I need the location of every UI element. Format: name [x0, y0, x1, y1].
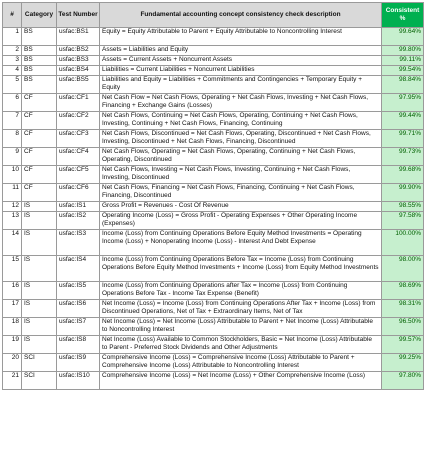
row-description: Comprehensive Income (Loss) = Net Income (Loss) + Other Comprehensive Income (Loss)	[100, 372, 382, 390]
header-num: #	[3, 3, 22, 28]
header-description: Fundamental accounting concept consistency check description	[100, 3, 382, 28]
row-consistent-pct: 99.44%	[382, 112, 424, 130]
row-category: CF	[22, 130, 57, 148]
row-description: Operating Income (Loss) = Gross Profit - Operating Expenses + Other Operating Income (Expenses)	[100, 212, 382, 230]
row-consistent-pct: 99.71%	[382, 130, 424, 148]
row-number: 17	[3, 300, 22, 318]
table-row	[3, 336, 424, 354]
row-consistent-pct: 98.31%	[382, 300, 424, 318]
row-number: 11	[3, 184, 22, 202]
row-description: Net Income (Loss) Available to Common Stockholders, Basic = Net Income (Loss) Attributable to Parent - Preferred Stock Dividends and Other Adjustments	[100, 336, 382, 354]
row-consistent-pct: 100.00%	[382, 230, 424, 256]
row-category: IS	[22, 300, 57, 318]
row-number: 18	[3, 318, 22, 336]
row-description: Net Cash Flow = Net Cash Flows, Operating + Net Cash Flows, Investing + Net Cash Flows, Financing + Exchange Gains (Losses)	[100, 94, 382, 112]
table-row	[3, 184, 424, 202]
row-test-number: usfac:BS3	[57, 56, 100, 66]
table-row	[3, 56, 424, 66]
row-number: 14	[3, 230, 22, 256]
row-consistent-pct: 98.69%	[382, 282, 424, 300]
table-row	[3, 66, 424, 76]
row-test-number: usfac:IS10	[57, 372, 100, 390]
row-category: CF	[22, 112, 57, 130]
row-test-number: usfac:IS8	[57, 336, 100, 354]
row-category: BS	[22, 46, 57, 56]
row-category: CF	[22, 184, 57, 202]
row-description: Liabilities and Equity = Liabilities + Commitments and Contingencies + Temporary Equity + Equity	[100, 76, 382, 94]
row-consistent-pct: 99.25%	[382, 354, 424, 372]
row-number: 1	[3, 28, 22, 46]
row-consistent-pct: 99.80%	[382, 46, 424, 56]
table-row	[3, 230, 424, 256]
row-description: Income (Loss) from Continuing Operations Before Tax = Income (Loss) from Continuing Operations Before Equity Method Investments + Income (Loss) from Equity Method Investments	[100, 256, 382, 282]
row-description: Income (Loss) from Continuing Operations Before Equity Method Investments = Operating Income (Loss) + Nonoperating Income (Loss) - Interest And Debt Expense	[100, 230, 382, 256]
row-number: 16	[3, 282, 22, 300]
row-category: IS	[22, 202, 57, 212]
row-test-number: usfac:IS4	[57, 256, 100, 282]
table-row	[3, 372, 424, 390]
row-category: IS	[22, 256, 57, 282]
row-consistent-pct: 99.73%	[382, 148, 424, 166]
row-category: SCI	[22, 354, 57, 372]
consistency-check-table	[2, 2, 424, 390]
row-test-number: usfac:CF4	[57, 148, 100, 166]
row-number: 9	[3, 148, 22, 166]
row-test-number: usfac:CF1	[57, 94, 100, 112]
row-test-number: usfac:IS6	[57, 300, 100, 318]
row-number: 10	[3, 166, 22, 184]
row-category: BS	[22, 28, 57, 46]
row-consistent-pct: 98.84%	[382, 76, 424, 94]
row-test-number: usfac:BS2	[57, 46, 100, 56]
table-row	[3, 202, 424, 212]
row-number: 19	[3, 336, 22, 354]
table-row	[3, 212, 424, 230]
table-row	[3, 354, 424, 372]
row-category: IS	[22, 282, 57, 300]
row-test-number: usfac:BS1	[57, 28, 100, 46]
row-category: BS	[22, 66, 57, 76]
row-description: Assets = Current Assets + Noncurrent Assets	[100, 56, 382, 66]
row-number: 12	[3, 202, 22, 212]
row-test-number: usfac:IS7	[57, 318, 100, 336]
row-category: SCI	[22, 372, 57, 390]
row-number: 7	[3, 112, 22, 130]
row-description: Net Cash Flows, Operating = Net Cash Flows, Operating, Continuing + Net Cash Flows, Operating, Discontinued	[100, 148, 382, 166]
row-number: 5	[3, 76, 22, 94]
row-description: Net Cash Flows, Continuing = Net Cash Flows, Operating, Continuing + Net Cash Flows, Investing, Continuing + Net Cash Flows, Financing, Continuing	[100, 112, 382, 130]
table-row	[3, 94, 424, 112]
row-category: IS	[22, 230, 57, 256]
row-description: Comprehensive Income (Loss) = Comprehensive Income (Loss) Attributable to Parent + Comprehensive Income (Loss) Attributable to Noncontrolling Interest	[100, 354, 382, 372]
row-test-number: usfac:IS5	[57, 282, 100, 300]
row-number: 15	[3, 256, 22, 282]
row-category: CF	[22, 94, 57, 112]
header-consistent: Consistent %	[382, 3, 424, 28]
table-row	[3, 256, 424, 282]
row-number: 8	[3, 130, 22, 148]
row-description: Net Cash Flows, Investing = Net Cash Flows, Investing, Continuing + Net Cash Flows, Investing, Discontinued	[100, 166, 382, 184]
row-description: Net Income (Loss) = Income (Loss) from Continuing Operations After Tax + Income (Loss) from Discontinued Operations, Net of Tax + Extraordinary Items, Net of Tax	[100, 300, 382, 318]
row-category: CF	[22, 166, 57, 184]
row-consistent-pct: 99.57%	[382, 336, 424, 354]
table-row	[3, 76, 424, 94]
row-test-number: usfac:IS2	[57, 212, 100, 230]
row-number: 20	[3, 354, 22, 372]
row-category: IS	[22, 336, 57, 354]
row-test-number: usfac:CF6	[57, 184, 100, 202]
row-category: IS	[22, 212, 57, 230]
row-description: Net Cash Flows, Discontinued = Net Cash Flows, Operating, Discontinued + Net Cash Flows, Investing, Discontinued + Net Cash Flows, Financing, Discontinued	[100, 130, 382, 148]
table-row	[3, 130, 424, 148]
row-test-number: usfac:CF3	[57, 130, 100, 148]
row-consistent-pct: 99.54%	[382, 66, 424, 76]
row-test-number: usfac:BS5	[57, 76, 100, 94]
table-row	[3, 148, 424, 166]
header-category: Category	[22, 3, 57, 28]
row-description: Equity = Equity Attributable to Parent + Equity Attributable to Noncontrolling Interest	[100, 28, 382, 46]
row-consistent-pct: 97.80%	[382, 372, 424, 390]
row-category: IS	[22, 318, 57, 336]
row-test-number: usfac:BS4	[57, 66, 100, 76]
row-description: Net Income (Loss) = Net Income (Loss) Attributable to Parent + Net Income (Loss) Attributable to Noncontrolling Interest	[100, 318, 382, 336]
row-number: 21	[3, 372, 22, 390]
row-consistent-pct: 99.64%	[382, 28, 424, 46]
table-row	[3, 46, 424, 56]
row-test-number: usfac:CF5	[57, 166, 100, 184]
header-row	[3, 3, 424, 28]
row-number: 3	[3, 56, 22, 66]
row-consistent-pct: 98.55%	[382, 202, 424, 212]
row-number: 2	[3, 46, 22, 56]
row-consistent-pct: 97.95%	[382, 94, 424, 112]
row-consistent-pct: 98.00%	[382, 256, 424, 282]
table-row	[3, 166, 424, 184]
row-category: BS	[22, 56, 57, 66]
row-description: Gross Profit = Revenues - Cost Of Revenue	[100, 202, 382, 212]
row-description: Net Cash Flows, Financing = Net Cash Flows, Financing, Continuing + Net Cash Flows, Financing, Discontinued	[100, 184, 382, 202]
row-description: Liabilities = Current Liabilities + Noncurrent Liabilities	[100, 66, 382, 76]
row-description: Income (Loss) from Continuing Operations after Tax = Income (Loss) from Continuing Operations Before Tax - Income Tax Expense (Benefit)	[100, 282, 382, 300]
table-row	[3, 300, 424, 318]
row-test-number: usfac:IS9	[57, 354, 100, 372]
row-test-number: usfac:IS1	[57, 202, 100, 212]
row-test-number: usfac:IS3	[57, 230, 100, 256]
row-test-number: usfac:CF2	[57, 112, 100, 130]
row-consistent-pct: 99.90%	[382, 184, 424, 202]
header-test-number: Test Number	[57, 3, 100, 28]
row-description: Assets = Liabilities and Equity	[100, 46, 382, 56]
table-row	[3, 318, 424, 336]
row-consistent-pct: 99.11%	[382, 56, 424, 66]
row-number: 13	[3, 212, 22, 230]
table-row	[3, 28, 424, 46]
table-row	[3, 112, 424, 130]
table-row	[3, 282, 424, 300]
row-consistent-pct: 96.50%	[382, 318, 424, 336]
row-category: CF	[22, 148, 57, 166]
row-consistent-pct: 97.58%	[382, 212, 424, 230]
row-number: 6	[3, 94, 22, 112]
row-number: 4	[3, 66, 22, 76]
row-category: BS	[22, 76, 57, 94]
row-consistent-pct: 99.68%	[382, 166, 424, 184]
